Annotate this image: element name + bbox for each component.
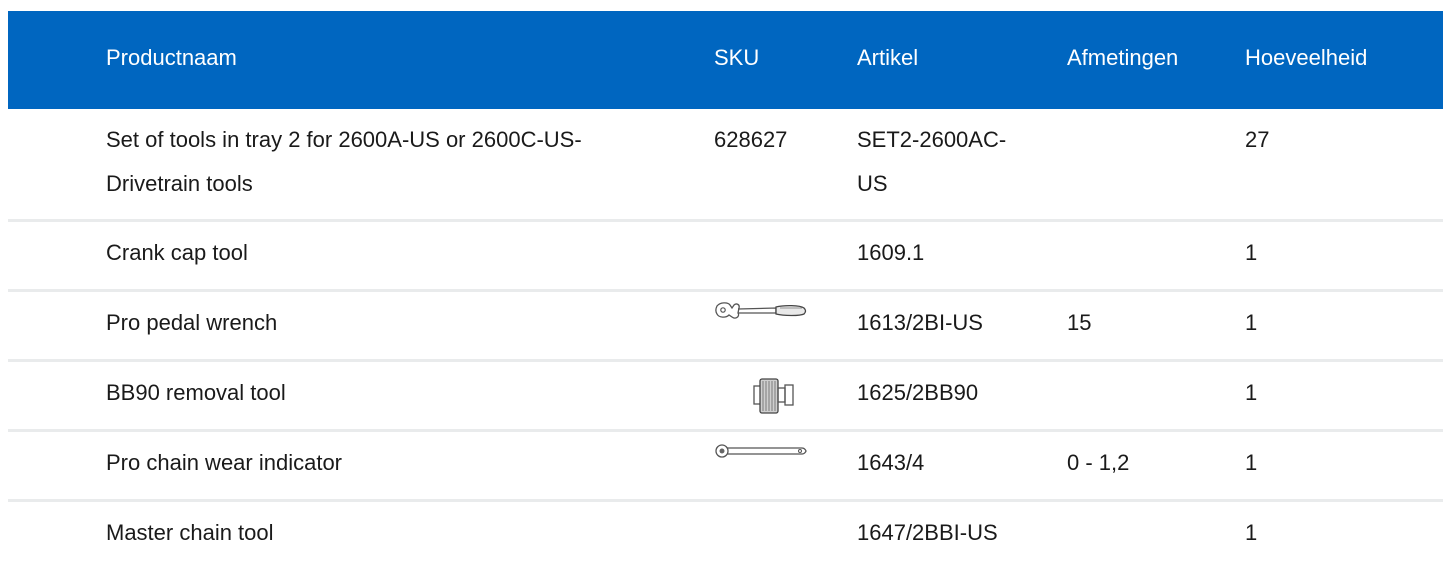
product-sku: 628627 (714, 127, 788, 152)
product-article: SET2-2600AC- US (857, 127, 1007, 196)
chain-wear-indicator-icon[interactable] (714, 442, 808, 462)
product-article: 1647/2BBI-US (857, 520, 998, 545)
product-quantity: 1 (1245, 450, 1258, 475)
product-name[interactable]: Crank cap tool (106, 240, 248, 265)
header-sku[interactable]: SKU (714, 45, 760, 70)
product-table (8, 11, 1443, 569)
table-row (8, 502, 1443, 569)
product-quantity: 1 (1245, 520, 1258, 545)
product-name[interactable]: Pro pedal wrench (106, 310, 278, 335)
product-name[interactable]: Pro chain wear indicator (106, 450, 343, 475)
table-row (8, 432, 1443, 502)
table-row (8, 292, 1443, 362)
product-article: 1609.1 (857, 240, 925, 265)
product-quantity: 1 (1245, 380, 1258, 405)
product-dimensions: 0 - 1,2 (1067, 450, 1130, 475)
header-artikel[interactable]: Artikel (857, 45, 919, 70)
table-row (8, 109, 1443, 222)
product-quantity: 1 (1245, 240, 1258, 265)
product-dimensions: 15 (1067, 310, 1092, 335)
pedal-wrench-icon[interactable] (714, 300, 808, 326)
bb90-tool-icon[interactable] (752, 376, 802, 416)
product-quantity: 27 (1245, 127, 1270, 152)
header-afmetingen[interactable]: Afmetingen (1067, 45, 1179, 70)
header-hoeveelheid[interactable]: Hoeveelheid (1245, 45, 1368, 70)
table-row (8, 222, 1443, 292)
product-name[interactable]: Master chain tool (106, 520, 274, 545)
product-quantity: 1 (1245, 310, 1258, 335)
table-row (8, 362, 1443, 432)
product-article: 1643/4 (857, 450, 925, 475)
product-name[interactable]: BB90 removal tool (106, 380, 286, 405)
product-article: 1625/2BB90 (857, 380, 979, 405)
product-article: 1613/2BI-US (857, 310, 983, 335)
product-name[interactable]: Set of tools in tray 2 for 2600A-US or 2600C-US- Drivetrain tools (106, 127, 582, 196)
header-productnaam[interactable]: Productnaam (106, 45, 237, 70)
table-header (8, 11, 1443, 109)
